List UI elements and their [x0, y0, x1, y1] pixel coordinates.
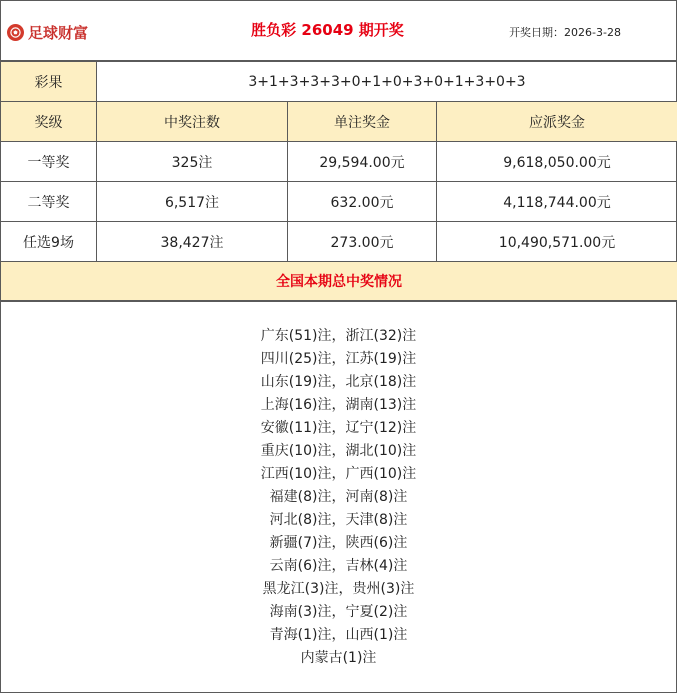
page-title: 胜负彩 26049 期开奖 [251, 21, 404, 39]
province-line: 重庆(10)注，湖北(10)注 [260, 443, 417, 459]
draw-date: 开奖日期：2026-3-28 [509, 26, 621, 39]
result-value: 3+1+3+3+3+0+1+0+3+0+1+3+0+3 [97, 62, 677, 102]
province-line: 新疆(7)注，陕西(6)注 [269, 535, 408, 551]
unit-prize: 632.00元 [288, 182, 437, 222]
total-payout: 9,618,050.00元 [437, 142, 677, 182]
result-row [1, 62, 677, 102]
prize-level: 任选9场 [1, 222, 97, 262]
prize-level: 一等奖 [1, 142, 97, 182]
province-line: 福建(8)注，河南(8)注 [269, 489, 408, 505]
total-payout: 10,490,571.00元 [437, 222, 677, 262]
summary-title: 全国本期总中奖情况 [1, 262, 677, 301]
total-payout: 4,118,744.00元 [437, 182, 677, 222]
province-line: 上海(16)注，湖南(13)注 [260, 397, 417, 413]
province-line: 广东(51)注，浙江(32)注 [260, 328, 417, 344]
col-header-unit: 单注奖金 [288, 102, 437, 142]
province-list [0, 325, 677, 670]
col-header-level: 奖级 [1, 102, 97, 142]
result-label: 彩果 [1, 62, 97, 102]
province-line: 安徽(11)注，辽宁(12)注 [260, 420, 417, 436]
prize-row-pick9 [1, 222, 677, 262]
header [1, 1, 676, 61]
province-line: 云南(6)注，吉林(4)注 [269, 558, 408, 574]
prize-row-first [1, 142, 677, 182]
province-line: 河北(8)注，天津(8)注 [269, 512, 408, 528]
province-line: 内蒙古(1)注 [300, 650, 377, 666]
prize-table [0, 61, 677, 301]
prize-row-second [1, 182, 677, 222]
province-line: 山东(19)注，北京(18)注 [260, 374, 417, 390]
summary-header-row [1, 262, 677, 301]
province-line: 青海(1)注，山西(1)注 [269, 627, 408, 643]
column-header-row [1, 102, 677, 142]
province-line: 黑龙江(3)注，贵州(3)注 [262, 581, 415, 597]
province-line: 海南(3)注，宁夏(2)注 [269, 604, 408, 620]
province-breakdown [0, 301, 677, 693]
province-line: 江西(10)注，广西(10)注 [260, 466, 417, 482]
brand-name: 足球财富 [28, 24, 89, 42]
unit-prize: 29,594.00元 [288, 142, 437, 182]
winner-count: 6,517注 [97, 182, 288, 222]
winner-count: 38,427注 [97, 222, 288, 262]
col-header-count: 中奖注数 [97, 102, 288, 142]
province-line: 四川(25)注，江苏(19)注 [260, 351, 417, 367]
prize-level: 二等奖 [1, 182, 97, 222]
winner-count: 325注 [97, 142, 288, 182]
col-header-total: 应派奖金 [437, 102, 677, 142]
unit-prize: 273.00元 [288, 222, 437, 262]
